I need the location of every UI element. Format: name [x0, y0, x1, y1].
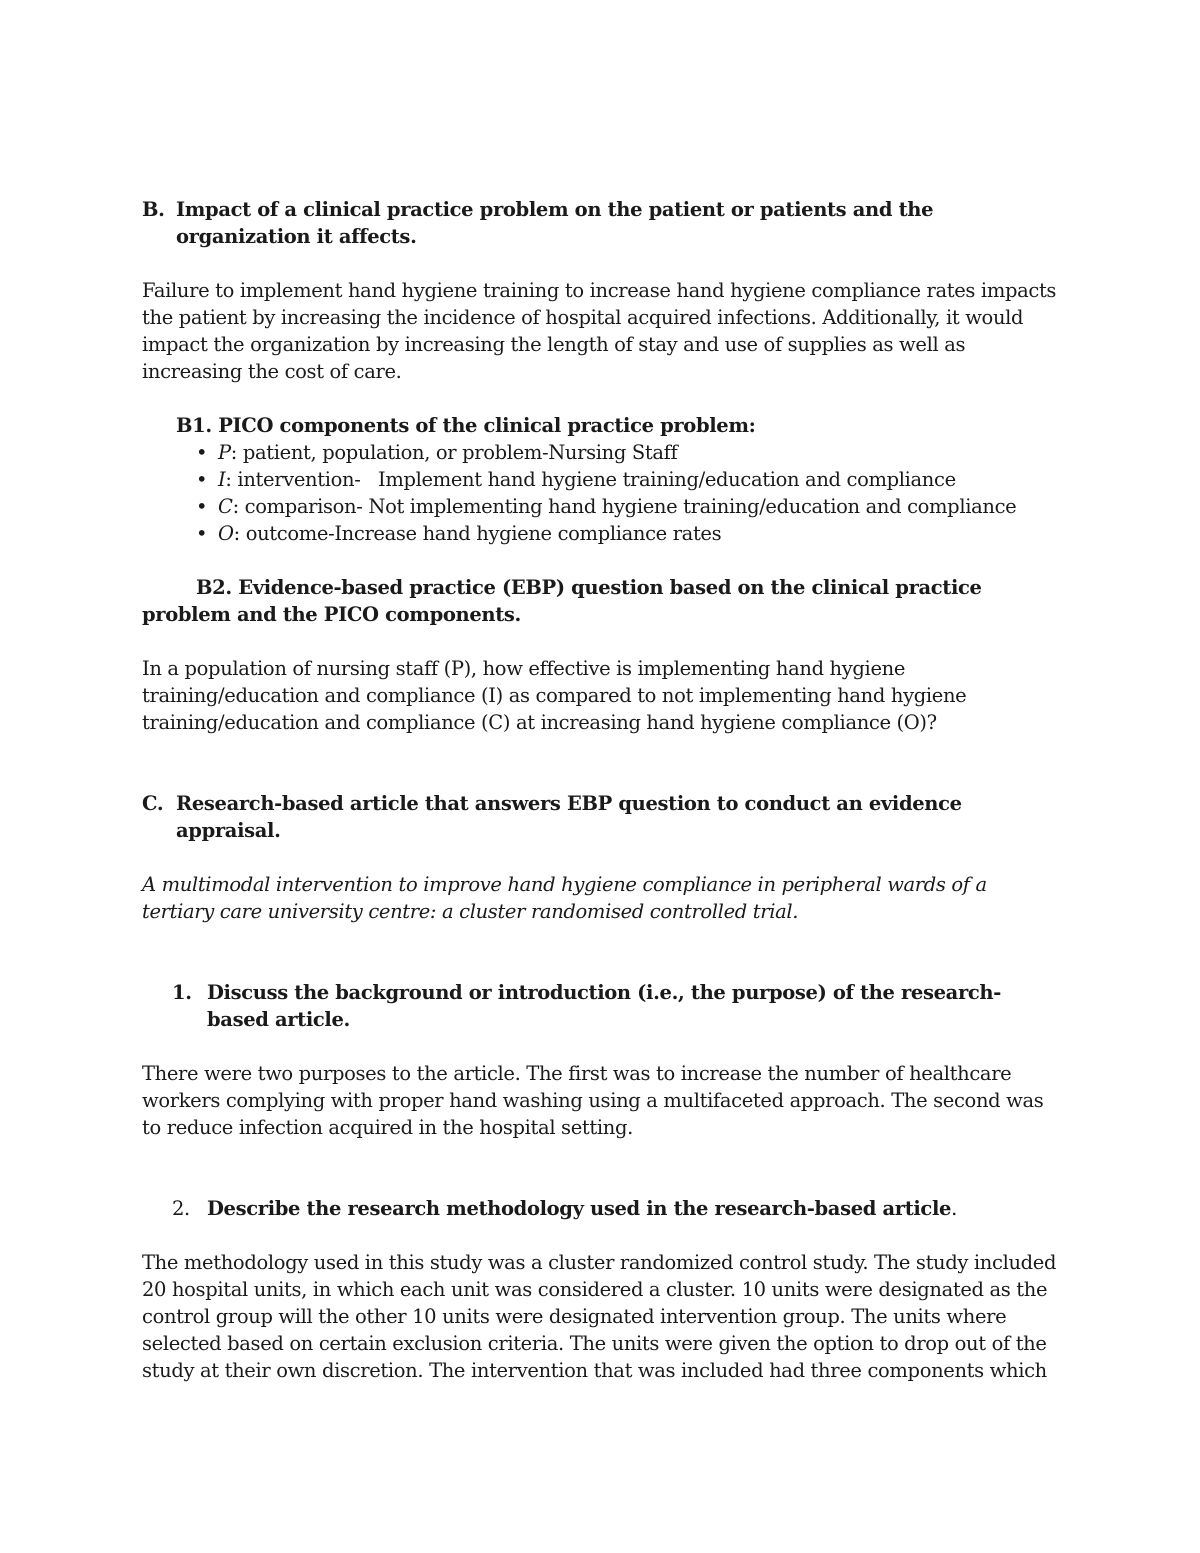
- bullet-icon: •: [196, 468, 208, 491]
- pico-text: : outcome-Increase hand hygiene compliance rates: [233, 522, 722, 545]
- pico-item-c: [196, 493, 1062, 520]
- pico-text: : patient, population, or problem-Nursing Staff: [230, 441, 678, 464]
- pico-item-i: [196, 466, 1062, 493]
- question-1-heading: [172, 979, 1062, 1033]
- article-title: A multimodal intervention to improve hand hygiene compliance in peripheral wards of a tertiary care university centre: a cluster randomised controlled trial.: [142, 873, 987, 923]
- question-1-body: There were two purposes to the article. The first was to increase the number of healthcare workers complying with proper hand washing using a multifaceted approach. The second was to reduce infection acquired in the hospital setting.: [142, 1062, 1044, 1139]
- section-c-heading-text: Research-based article that answers EBP question to conduct an evidence appraisal.: [176, 792, 962, 842]
- bullet-icon: •: [196, 495, 208, 518]
- bullet-icon: •: [196, 441, 208, 464]
- question-1-number: 1.: [172, 981, 192, 1004]
- section-b2-heading: B2. Evidence-based practice (EBP) question based on the clinical practice problem and the PICO components.: [142, 576, 982, 626]
- section-c-heading: [142, 790, 1062, 844]
- pico-letter: O: [218, 522, 234, 545]
- section-c-label: C.: [142, 792, 164, 815]
- pico-letter: P: [218, 441, 231, 464]
- pico-item-p: [196, 439, 1062, 466]
- pico-text: : comparison- Not implementing hand hygiene training/education and compliance: [232, 495, 1017, 518]
- bullet-icon: •: [196, 522, 208, 545]
- pico-letter: I: [218, 468, 226, 491]
- pico-list: [142, 439, 1062, 547]
- question-2-heading: [172, 1195, 1062, 1222]
- section-b-label: B.: [142, 198, 165, 221]
- pico-item-o: [196, 520, 1062, 547]
- question-2-heading-tail: .: [951, 1197, 957, 1220]
- question-2-heading-text: Describe the research methodology used in the research-based article: [207, 1197, 952, 1220]
- question-1-heading-text: Discuss the background or introduction (i.e., the purpose) of the research-based article.: [207, 981, 1001, 1031]
- section-b2-body: In a population of nursing staff (P), how effective is implementing hand hygiene training/education and compliance (I) as compared to not implementing hand hygiene training/education and compliance (C) at increasing hand hygiene compliance (O)?: [142, 657, 967, 734]
- question-2-number: 2.: [172, 1197, 190, 1220]
- document-page: [142, 196, 1062, 1384]
- question-2-body: The methodology used in this study was a cluster randomized control study. The study included 20 hospital units, in which each unit was considered a cluster. 10 units were designated as the control group will the other 10 units were designated intervention group. The units where selected based on certain exclusion criteria. The units were given the option to drop out of the study at their own discretion. The intervention that was included had three components which: [142, 1251, 1057, 1382]
- section-b-body: Failure to implement hand hygiene training to increase hand hygiene compliance rates impacts the patient by increasing the incidence of hospital acquired infections. Additionally, it would impact the organization by increasing the length of stay and use of supplies as well as increasing the cost of care.: [142, 279, 1057, 383]
- pico-letter: C: [218, 495, 233, 518]
- pico-text: : intervention- Implement hand hygiene training/education and compliance: [225, 468, 956, 491]
- section-b1-heading: B1. PICO components of the clinical practice problem:: [176, 414, 756, 437]
- section-b-heading-text: Impact of a clinical practice problem on the patient or patients and the organization it affects.: [176, 198, 934, 248]
- section-b-heading: [142, 196, 1062, 250]
